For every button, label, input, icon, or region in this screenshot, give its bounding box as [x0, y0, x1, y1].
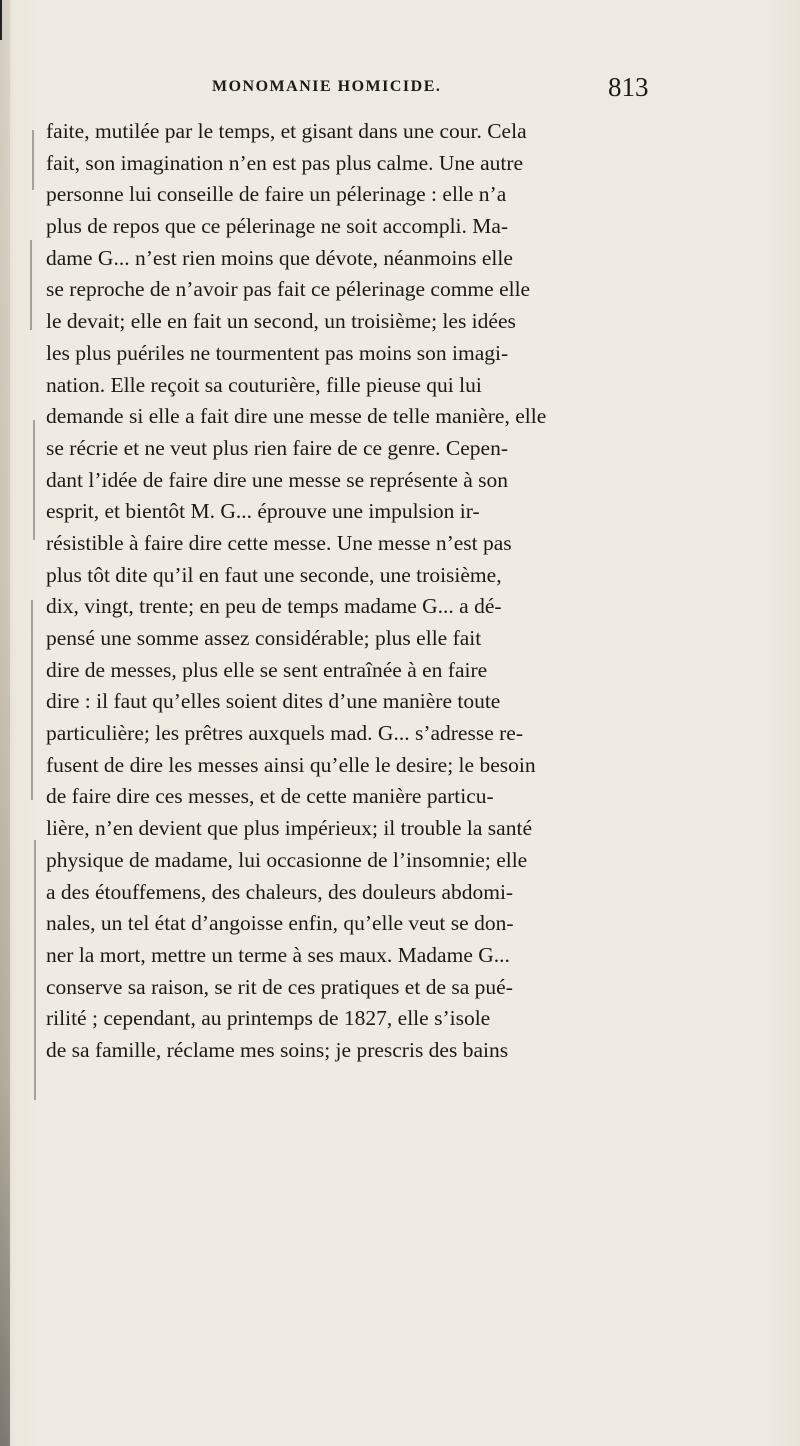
running-title: MONOMANIE HOMICIDE. — [212, 78, 442, 95]
scan-mark — [32, 130, 34, 190]
text-line: lière, n’en devient que plus impérieux; il trouble la santé — [46, 816, 532, 841]
page-binding-shadow — [0, 0, 10, 1446]
text-line: physique de madame, lui occasionne de l’insomnie; elle — [46, 847, 528, 872]
text-line: se récrie et ne veut plus rien faire de ce genre. Cepen- — [46, 435, 509, 460]
text-line: les plus puériles ne tourmentent pas moins son imagi- — [46, 340, 509, 365]
text-line: pensé une somme assez considérable; plus elle fait — [46, 626, 482, 650]
text-line: personne lui conseille de faire un pélerinage : elle n’a — [46, 182, 507, 207]
page-edge-line — [0, 0, 2, 40]
text-line: dame G... n’est rien moins que dévote, néanmoins elle — [46, 245, 513, 270]
text-line: esprit, et bientôt M. G... éprouve une impulsion ir- — [46, 499, 480, 524]
text-line: résistible à faire dire cette messe. Une messe n’est pas — [46, 530, 512, 555]
text-line: rilité ; cependant, au printemps de 1827, elle s’isole — [46, 1006, 491, 1031]
margin-scan-marks — [30, 120, 38, 1440]
text-line: de faire dire ces messes, et de cette manière particu- — [46, 784, 494, 809]
scan-mark — [33, 420, 35, 540]
scan-mark — [34, 840, 36, 1100]
scan-mark — [31, 600, 33, 800]
text-line: se reproche de n’avoir pas fait ce pélerinage comme elle — [46, 277, 531, 302]
text-line: faite, mutilée par le temps, et gisant dans une cour. Cela — [46, 119, 527, 143]
text-line: dant l’idée de faire dire une messe se représente à son — [46, 467, 509, 492]
text-line: le devait; elle en fait un second, un troisième; les idées — [46, 309, 516, 334]
text-line: plus de repos que ce pélerinage ne soit accompli. Ma- — [46, 214, 509, 239]
page-header — [0, 72, 800, 102]
text-line: dire de messes, plus elle se sent entraînée à en faire — [46, 657, 488, 682]
text-line: dire : il faut qu’elles soient dites d’une manière toute — [46, 689, 501, 714]
text-line: fait, son imagination n’en est pas plus calme. Une autre — [46, 150, 524, 175]
text-line: a des étouffemens, des chaleurs, des douleurs abdomi- — [46, 879, 514, 904]
text-line: particulière; les prêtres auxquels mad. G... s’adresse re- — [46, 721, 523, 746]
page-number: 813 — [608, 72, 649, 102]
text-line: fusent de dire les messes ainsi qu’elle le desire; le besoin — [46, 752, 536, 777]
scan-mark — [30, 240, 32, 330]
text-line: nales, un tel état d’angoisse enfin, qu’elle veut se don- — [46, 911, 514, 936]
text-line: conserve sa raison, se rit de ces pratiques et de sa pué- — [46, 974, 513, 999]
text-line: nation. Elle reçoit sa couturière, fille pieuse qui lui — [46, 372, 482, 397]
body-text — [46, 116, 746, 1067]
text-line: plus tôt dite qu’il en faut une seconde, une troisième, — [46, 562, 502, 587]
text-line: demande si elle a fait dire une messe de telle manière, elle — [46, 404, 547, 429]
text-line: dix, vingt, trente; en peu de temps madame G... a dé- — [46, 594, 502, 619]
text-line: ner la mort, mettre un terme à ses maux. Madame G... — [46, 942, 510, 967]
text-line: de sa famille, réclame mes soins; je prescris des bains — [46, 1037, 509, 1062]
